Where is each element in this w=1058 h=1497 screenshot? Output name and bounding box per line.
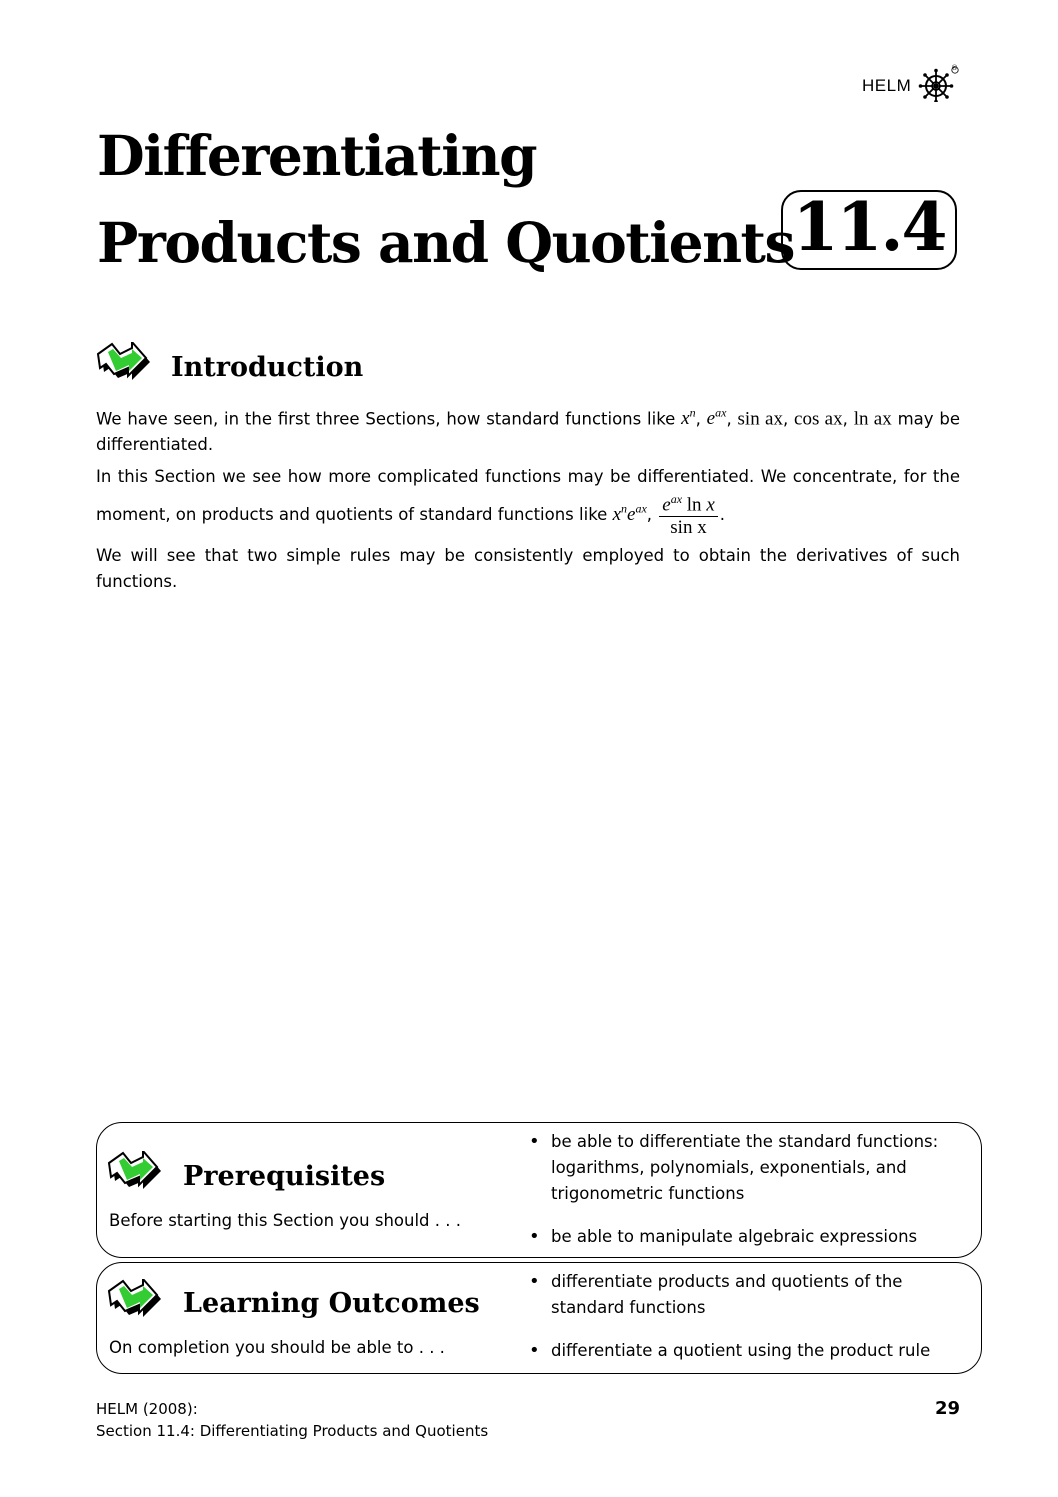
learning-outcomes-panel (96, 1262, 982, 1374)
prerequisites-panel (96, 1122, 982, 1258)
title-line-1: Differentiating (97, 123, 537, 188)
list-item: • differentiate a quotient using the product rule (529, 1338, 949, 1364)
para1-text: We have seen, in the first three Sections, how standard functions like (96, 409, 676, 429)
math-e-ax: $e^{ax}$ (706, 406, 727, 430)
fraction-numerator: $e^{ax}$ ln x (659, 488, 717, 517)
fraction-denominator: sin x (670, 517, 707, 539)
section-number: 11.4 (792, 188, 946, 266)
intro-paragraph-3: We will see that two simple rules may be consistently employed to obtain the derivatives of such functions. (96, 546, 960, 591)
learning-outcomes-list (529, 1269, 949, 1364)
prerequisites-subtitle: Before starting this Section you should . . . (109, 1211, 461, 1230)
math-ln-ax: ln ax (853, 408, 892, 430)
green-arrow-icon (107, 1151, 163, 1197)
intro-paragraph-1: We have seen, in the first three Sections, how standard functions like $x^n$, $e^{ax}$, sin ax, cos ax, ln ax may be differentiated. (96, 406, 960, 455)
logo-text: HELM (862, 76, 912, 95)
green-arrow-icon (107, 1279, 163, 1325)
green-arrow-icon (96, 342, 152, 388)
section-number-box (781, 190, 957, 270)
math-fraction (659, 488, 717, 539)
footer-section: Section 11.4: Differentiating Products and Quotients (96, 1422, 489, 1440)
intro-paragraph-2: In this Section we see how more complicated functions may be differentiated. We concentrate, for the moment, on products and quotients of standard functions like $x^ne^{ax}$, $\frac{e^{ax} \ln x}{\text{sin x}}$ . (96, 467, 960, 539)
introduction-heading: Introduction (171, 352, 364, 383)
math-x-n: $x^n$ (681, 406, 696, 430)
page-number: 29 (934, 1398, 960, 1419)
prerequisites-heading: Prerequisites (183, 1161, 386, 1192)
list-item: • be able to manipulate algebraic expressions (529, 1224, 949, 1250)
title-line-2: Products and Quotients (97, 210, 794, 275)
learning-outcomes-subtitle: On completion you should be able to . . . (109, 1338, 445, 1357)
footer-source: HELM (2008): (96, 1400, 198, 1418)
math-xn-eax: $x^ne^{ax}$ (612, 501, 647, 526)
math-sin-ax: sin ax (737, 408, 783, 430)
math-cos-ax: cos ax (794, 408, 843, 430)
registered-mark: ® (951, 64, 958, 72)
list-item: • be able to differentiate the standard functions: logarithms, polynomials, exponentials, and trigonometric functions (529, 1129, 949, 1207)
list-item: • differentiate products and quotients of the standard functions (529, 1269, 949, 1321)
helm-logo (862, 66, 962, 102)
title-block (97, 118, 967, 278)
para1-end: may be differentiated. (96, 409, 960, 455)
para2-text: In this Section we see how more complicated functions may be differentiated. We concentrate, for the moment, on products and quotients of standard functions like (96, 467, 960, 525)
learning-outcomes-heading: Learning Outcomes (183, 1288, 480, 1319)
prerequisites-list (529, 1129, 949, 1250)
